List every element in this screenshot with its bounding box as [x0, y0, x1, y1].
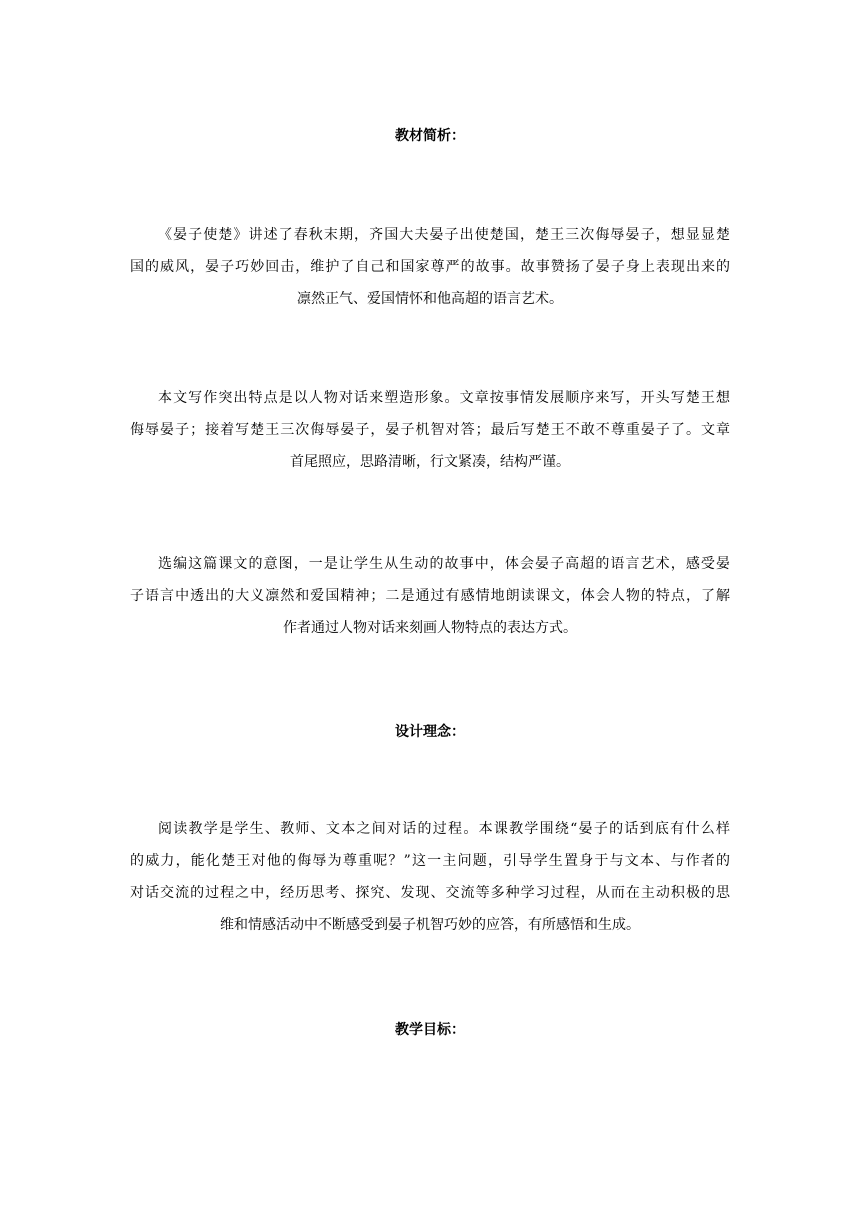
text-line: 侮辱晏子；接着写楚王三次侮辱晏子，晏子机智对答；最后写楚王不敢不尊重晏子了。文章: [130, 422, 730, 438]
text-line: 对话交流的过程之中，经历思考、探究、发现、交流等多种学习过程，从而在主动积极的思: [130, 885, 730, 901]
design-paragraph-1: [130, 813, 730, 941]
text-line: 首尾照应，思路清晰，行文紧凑，结构严谨。: [290, 454, 570, 470]
section-heading-design: 设计理念：: [395, 724, 465, 740]
analysis-paragraph-2: [130, 382, 730, 478]
analysis-paragraph-3: [130, 548, 730, 644]
text-line: 子语言中透出的大义凛然和爱国精神；二是通过有感情地朗读课文，体会人物的特点，了解: [130, 588, 730, 604]
text-line: 凛然正气、爱国情怀和他高超的语言艺术。: [297, 291, 563, 307]
text-line: 阅读教学是学生、教师、文本之间对话的过程。本课教学围绕“晏子的话到底有什么样: [158, 821, 730, 837]
analysis-paragraph-1: [130, 219, 730, 315]
section-heading-goals: 教学目标：: [395, 1022, 465, 1038]
text-line: 选编这篇课文的意图，一是让学生从生动的故事中，体会晏子高超的语言艺术，感受晏: [158, 556, 730, 572]
section-heading-analysis: 教材简析：: [395, 128, 465, 144]
text-line: 维和情感活动中不断感受到晏子机智巧妙的应答，有所感悟和生成。: [220, 917, 640, 933]
text-line: 国的威风，晏子巧妙回击，维护了自己和国家尊严的故事。故事赞扬了晏子身上表现出来的: [130, 259, 730, 275]
text-line: 本文写作突出特点是以人物对话来塑造形象。文章按事情发展顺序来写，开头写楚王想: [158, 390, 730, 406]
text-line: 的威力，能化楚王对他的侮辱为尊重呢？”这一主问题，引导学生置身于与文本、与作者的: [130, 853, 730, 869]
text-line: 《晏子使楚》讲述了春秋末期，齐国大夫晏子出使楚国，楚王三次侮辱晏子，想显显楚: [158, 227, 730, 243]
text-line: 作者通过人物对话来刻画人物特点的表达方式。: [283, 620, 577, 636]
